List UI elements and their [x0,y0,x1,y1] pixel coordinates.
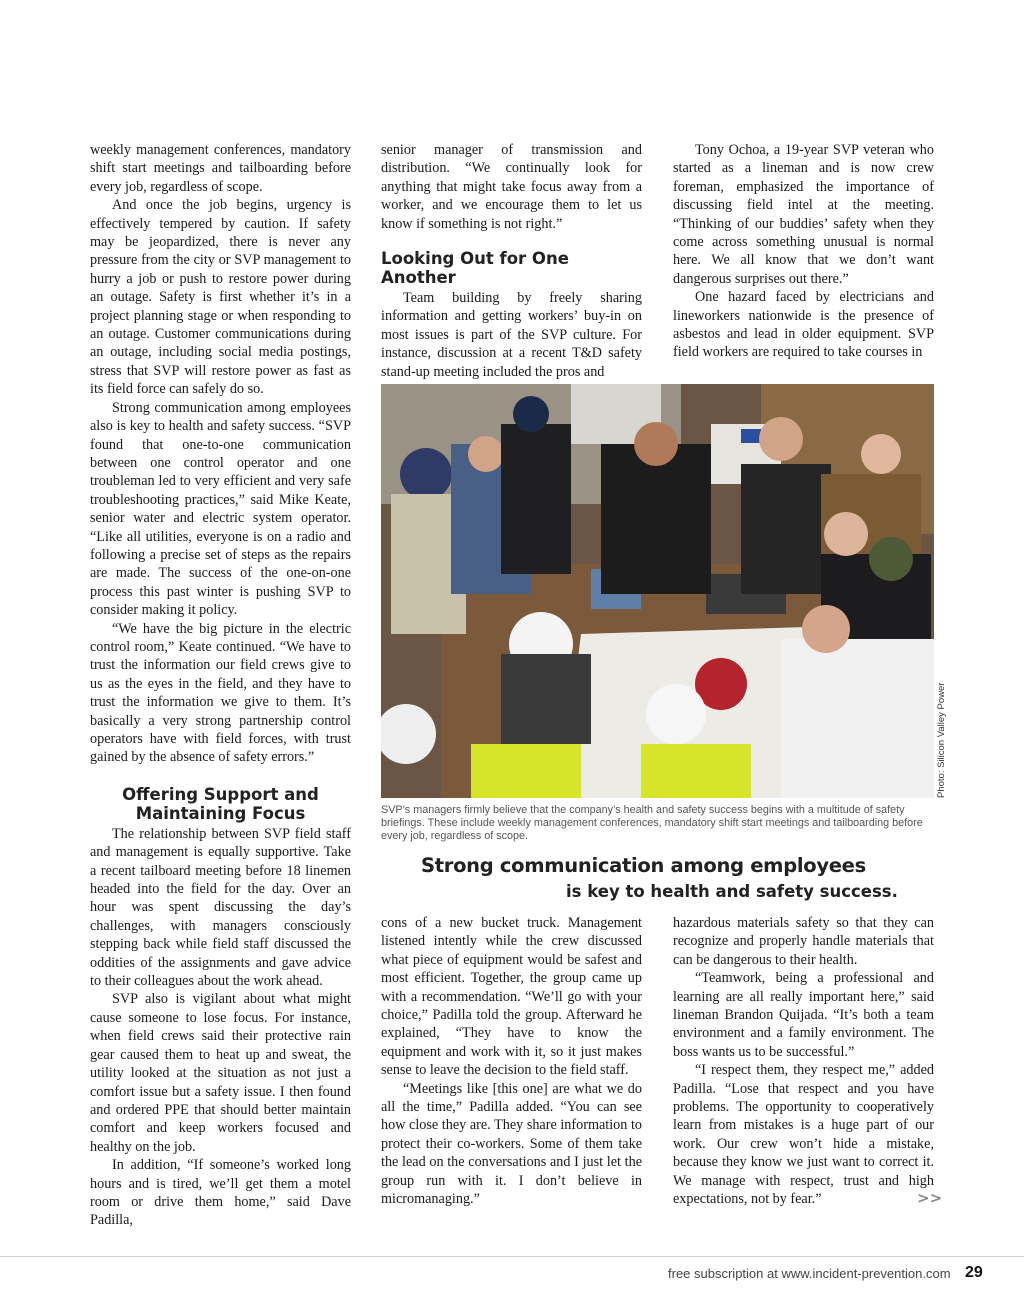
body-paragraph: “Teamwork, being a professional and learning are all really important here,” said lineman Brandon Quijada. “It’s both a team environment and a family environment. The boss wants us to be successful.” [673,970,934,1060]
body-paragraph: “I respect them, they respect me,” added Padilla. “Lose that respect and you have problems. The opportunity to cooperatively learn from mistakes is a huge part of our work. Our crew won’t hide a mistake, because they know we just want to correct it. We manage with respect, trust and high expectations, not by fear.” [673,1062,934,1208]
page-number: 29 [965,1264,983,1281]
section-heading-line: Offering Support and [122,784,319,804]
body-paragraph: “We have the big picture in the electric control room,” Keate continued. “We have to trust the information our field crews give to us as the eyes in the field, and they have to trust the information we give to them. It’s basically a very strong partnership control operators have with field forces, with trust gained by the absence of safety errors.” [90,620,351,766]
right-column-bottom [673,914,934,1209]
body-paragraph: And once the job begins, urgency is effectively tempered by caution. If safety may be jeopardized, there is never any pressure from the city or SVP management to hurry a job or push to restore power during an outage. Safety is first whether it’s in a project planning stage or when responding to an outage. Customer communications during an outage, including social media postings, stress that SVP will restore power as fast as its field force can safely do so. [90,197,351,398]
body-paragraph: “Meetings like [this one] are what we do all the time,” Padilla added. “You can see how close they are. They share information to protect their co-workers. Some of them take the lead on the conversations and I just let the group run with it. I don’t believe in micromanaging.” [381,1080,642,1208]
pull-quote-line1: Strong communication among employees [421,854,866,877]
pull-quote-line2: is key to health and safety success. [566,882,898,901]
body-paragraph: Tony Ochoa, a 19-year SVP veteran who started as a lineman and is now crew foreman, emphasized the importance of discussing field intel at the meeting. “Thinking of our buddies’ safety when they come across something unusual is normal here. We all know that we don’t want dangerous surprises out there.” [673,142,934,287]
body-paragraph: Strong communication among employees also is key to health and safety success. “SVP found that one-to-one communication between one control operator and one troubleman led to very efficient and very safe troubleshooting practices,” said Mike Keate, senior water and electric system operator. “Like all utilities, everyone is on a radio and following a precise set of steps as the repairs are made. The success of the one-on-one process this past winter is pushing SVP to consider making it policy. [90,399,351,619]
body-paragraph: In addition, “If someone’s worked long hours and is tired, we’ll get them a motel room or drive them home,” said Dave Padilla, [90,1157,351,1229]
body-paragraph: Team building by freely sharing information and getting workers’ buy-in on most issues is part of the SVP culture. For instance, discussion at a recent T&D safety stand-up meeting included the pros and [381,290,642,380]
section-heading-line: Maintaining Focus [135,803,306,823]
section-heading-support [90,785,351,823]
middle-column-top [381,141,642,381]
body-paragraph: One hazard faced by electricians and lineworkers nationwide is the presence of asbestos and lead in older equipment. SVP field workers are required to take courses in [673,289,934,361]
photo-caption: SVP’s managers firmly believe that the company’s health and safety success begins with a multitude of safety briefings. These include weekly management conferences, mandatory shift start meetings and tailboarding before every job, regardless of scope. [381,804,923,842]
body-paragraph: cons of a new bucket truck. Management listened intently while the crew discussed what piece of equipment would be safest and most efficient. Together, the group came up with a recommendation. “We’ll go with your choice,” Padilla told the group. Afterward he explained, “They have to know the equipment and work with it, so it just makes sense to leave the decision to the field staff. [381,915,642,1079]
section-heading-looking-out: Looking Out for One Another [381,249,569,288]
body-paragraph: weekly management conferences, mandatory shift start meetings and tailboarding before every job, regardless of scope. [90,142,351,195]
footer-divider [0,1256,1024,1257]
left-column [90,141,351,1230]
footer-subscription-text: free subscription at www.incident-prevention.com [668,1266,951,1281]
meeting-photo-illustration [381,384,934,798]
meeting-photo [381,384,934,798]
body-paragraph: senior manager of transmission and distribution. “We continually look for anything that might take focus away from a worker, and we encourage them to let us know if something is not right.” [381,142,642,232]
continue-arrow-icon: >> [917,1189,943,1207]
body-paragraph: SVP also is vigilant about what might cause someone to lose focus. For instance, when field crews said their protective rain gear caused them to heat up and sweat, the utility looked at the situation as not just a comfort issue but a safety issue. I then found and ordered PPE that should better maintain comfort and keep workers focused and healthy on the job. [90,991,351,1155]
body-paragraph: hazardous materials safety so that they can recognize and properly handle materials that can be dangerous to their health. [673,915,934,968]
middle-column-bottom [381,914,642,1209]
right-column-top [673,141,934,362]
body-paragraph: The relationship between SVP field staff and management is equally supportive. Take a recent tailboard meeting before 18 linemen headed into the field for the day. Over an hour was spent discussing the day’s challenges, with managers consciously stepping back while field staff discussed the oddities of the assignments and gave advice to their colleagues about the work ahead. [90,825,351,990]
photo-credit: Photo: Silicon Valley Power [936,682,947,798]
